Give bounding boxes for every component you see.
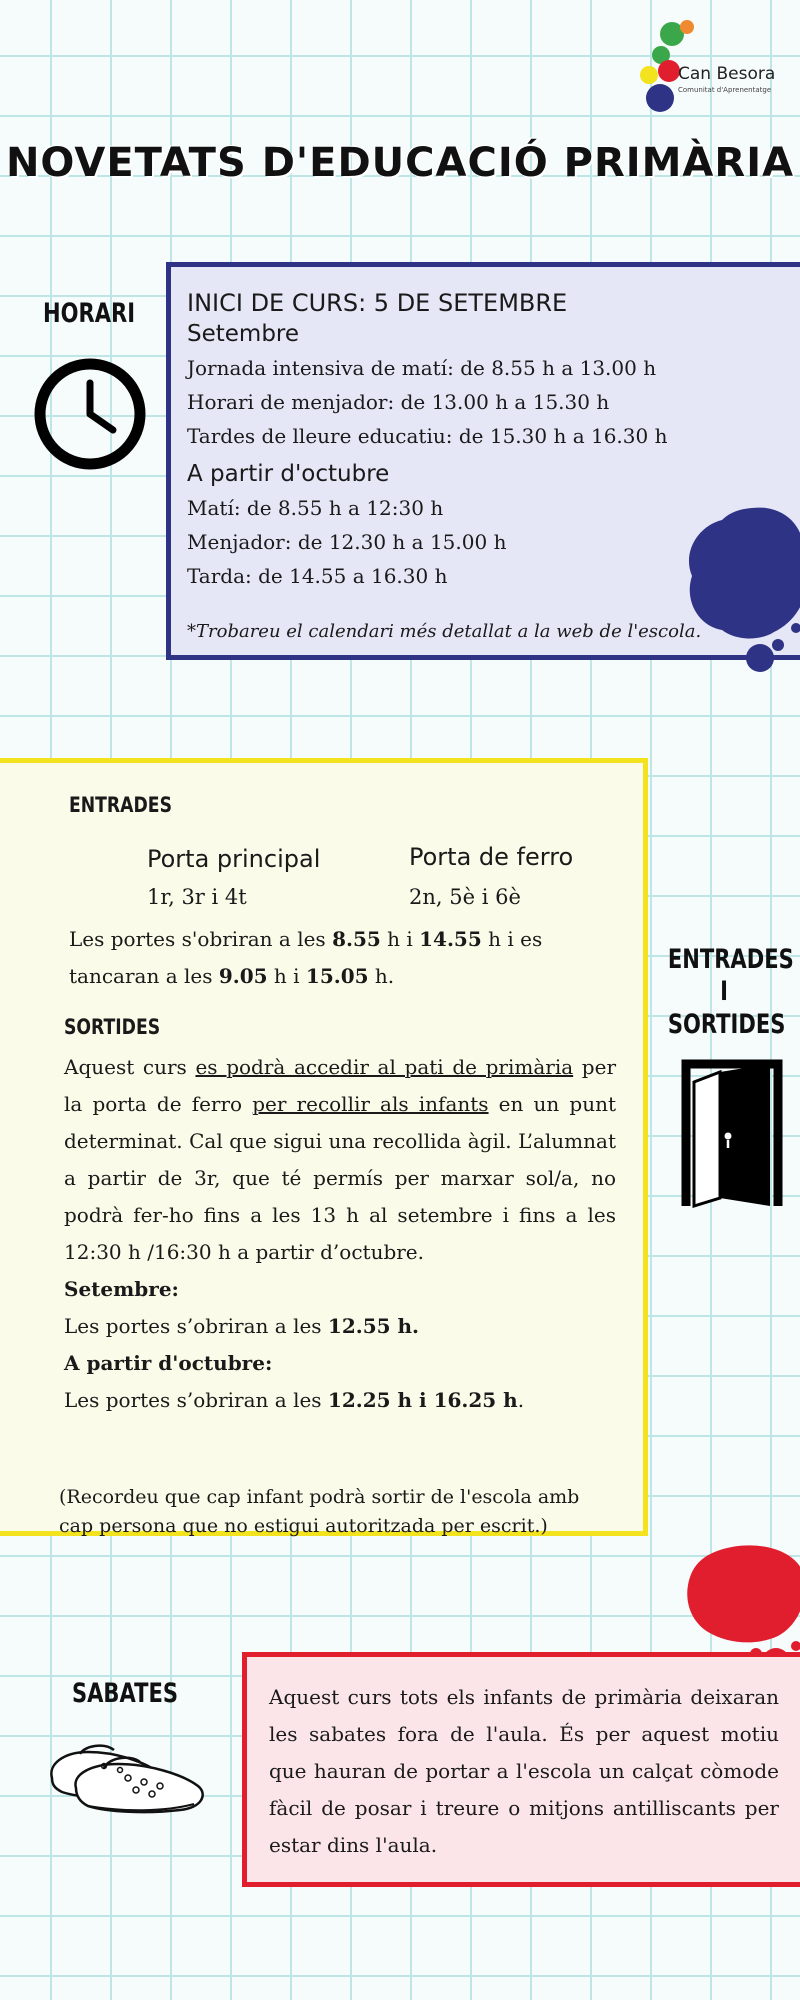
logo-subtitle: Comunitat d'Aprenentatge <box>678 86 772 94</box>
schedule-line: Menjador: de 12.30 h a 15.00 h <box>187 530 507 554</box>
sabates-label: SABATES <box>71 1678 179 1709</box>
schedule-line: Jornada intensiva de matí: de 8.55 h a 13.00 h <box>187 356 657 380</box>
door-iron-name: Porta de ferro <box>409 843 574 871</box>
entrance-times: Les portes s'obriran a les 8.55 h i 14.55 h i es tancaran a les 9.05 h i 15.05 h. <box>69 927 543 988</box>
reminder: (Recordeu que cap infant podrà sortir de l'escola amb cap persona que no estigui autoritzada per escrit.) <box>59 1486 580 1537</box>
clock-icon <box>33 357 147 471</box>
paint-splash <box>682 500 800 685</box>
clogs-icon <box>44 1738 212 1818</box>
page-title: NOVETATS D'EDUCACIÓ PRIMÀRIA <box>5 140 795 186</box>
door-main-groups: 1r, 3r i 4t <box>147 885 247 909</box>
logo-name: Can Besora <box>678 64 776 84</box>
sabates-text: Aquest curs tots els infants de primària deixaran les sabates fora de l'aula. És per aquest motiu que hauran de portar a l'escola un calçat còmode fàcil de posar i treure o mitjons antilliscants per estar dins l'aula. <box>269 1685 779 1857</box>
door-main-name: Porta principal <box>147 845 321 873</box>
schedule-line: Tarda: de 14.55 a 16.30 h <box>187 564 448 588</box>
october-heading: A partir d'octubre <box>187 461 390 487</box>
schedule-line: Tardes de lleure educatiu: de 15.30 h a 16.30 h <box>187 424 668 448</box>
sortides-heading: SORTIDES <box>64 1015 161 1039</box>
sortides-text: Aquest curs es podrà accedir al pati de primària per la porta de ferro per recollir als infants en un punt determinat. Cal que sigui una recollida àgil. L’alumnat a partir de 3r, que té permís per marxar sol/a, no podrà fer-ho fins a les 13 h al setembre i fins a les 12:30 h /16:30 h a partir d’octubre. Setembre: Les portes s’obriran a les 12.55 h. A partir d'octubre: Les portes s’obriran a les 12.25 h i 16.25 h. <box>64 1055 617 1412</box>
course-start: INICI DE CURS: 5 DE SETEMBRE <box>187 289 568 317</box>
entrades-sortides-label: ENTRADES I SORTIDES <box>667 944 794 1040</box>
calendar-note: *Trobareu el calendari més detallat a la web de l'escola. <box>187 621 702 642</box>
entrades-sortides-box <box>0 758 648 1536</box>
schedule-line: Matí: de 8.55 h a 12:30 h <box>187 496 444 520</box>
september-heading: Setembre <box>187 321 300 347</box>
sept-exit-label: Setembre: <box>64 1277 179 1301</box>
schedule-line: Horari de menjador: de 13.00 h a 15.30 h <box>187 390 610 414</box>
entrades-heading: ENTRADES <box>69 793 172 817</box>
door-icon <box>680 1058 784 1208</box>
sortides-heading-wrap <box>64 1015 181 1039</box>
school-logo <box>640 22 790 117</box>
door-iron-groups: 2n, 5è i 6è <box>409 885 521 909</box>
oct-exit-label: A partir d'octubre: <box>64 1351 273 1375</box>
sabates-box <box>242 1652 800 1887</box>
horari-label: HORARI <box>42 298 136 329</box>
